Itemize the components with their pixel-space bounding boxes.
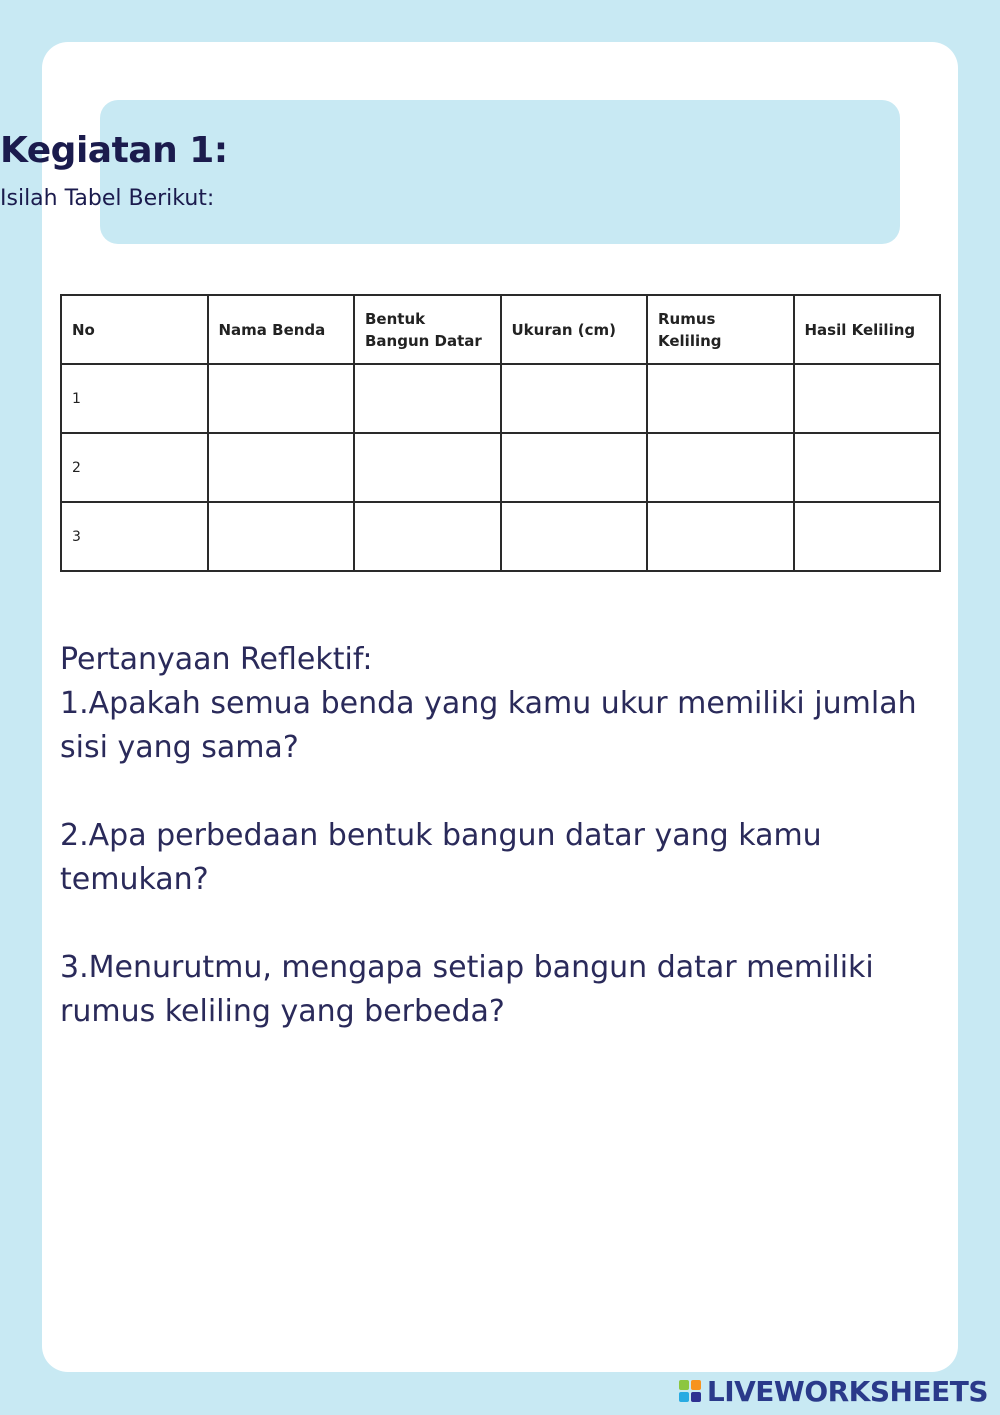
activity-banner (100, 100, 900, 244)
logo-text: LIVEWORKSHEETS (706, 1374, 988, 1408)
table-header-row (61, 295, 940, 364)
cell-ukuran[interactable] (501, 364, 648, 433)
cell-rumus-keliling[interactable] (647, 502, 794, 571)
questions-heading: Pertanyaan Reflektif: (60, 642, 373, 677)
header-rumus-keliling: Rumus Keliling (647, 295, 794, 364)
cell-bentuk-bangun-datar[interactable] (354, 433, 501, 502)
table-row (61, 433, 940, 502)
question-item: 1.Apakah semua benda yang kamu ukur memiliki jumlah sisi yang sama? (60, 686, 917, 765)
cell-hasil-keliling[interactable] (794, 364, 941, 433)
table-row (61, 364, 940, 433)
cell-bentuk-bangun-datar[interactable] (354, 502, 501, 571)
cell-nama-benda[interactable] (208, 433, 355, 502)
reflective-questions (60, 638, 940, 1078)
cell-no: 1 (61, 364, 208, 433)
header-bentuk-bangun-datar-label: Bentuk Bangun Datar (365, 309, 482, 350)
table-row (61, 502, 940, 571)
cell-bentuk-bangun-datar[interactable] (354, 364, 501, 433)
header-hasil-keliling: Hasil Keliling (794, 295, 941, 364)
cell-hasil-keliling[interactable] (794, 502, 941, 571)
header-no: No (61, 295, 208, 364)
cell-ukuran[interactable] (501, 502, 648, 571)
logo-square-icon (691, 1392, 701, 1402)
cell-rumus-keliling[interactable] (647, 433, 794, 502)
liveworksheets-logo (679, 1373, 988, 1409)
header-nama-benda: Nama Benda (208, 295, 355, 364)
cell-nama-benda[interactable] (208, 502, 355, 571)
cell-nama-benda[interactable] (208, 364, 355, 433)
logo-square-icon (691, 1380, 701, 1390)
cell-no: 2 (61, 433, 208, 502)
header-ukuran: Ukuran (cm) (501, 295, 648, 364)
logo-square-icon (679, 1380, 689, 1390)
question-item: 3.Menurutmu, mengapa setiap bangun datar memiliki rumus keliling yang berbeda? (60, 950, 874, 1029)
activity-subtitle: Isilah Tabel Berikut: (0, 186, 215, 211)
cell-hasil-keliling[interactable] (794, 433, 941, 502)
question-item: 2.Apa perbedaan bentuk bangun datar yang kamu temukan? (60, 818, 822, 897)
activity-title: Kegiatan 1: (0, 130, 228, 171)
logo-square-icon (679, 1392, 689, 1402)
header-bentuk-bangun-datar (354, 295, 501, 364)
cell-ukuran[interactable] (501, 433, 648, 502)
activity-table (60, 294, 941, 572)
cell-rumus-keliling[interactable] (647, 364, 794, 433)
cell-no: 3 (61, 502, 208, 571)
liveworksheets-mark-icon (679, 1380, 701, 1402)
